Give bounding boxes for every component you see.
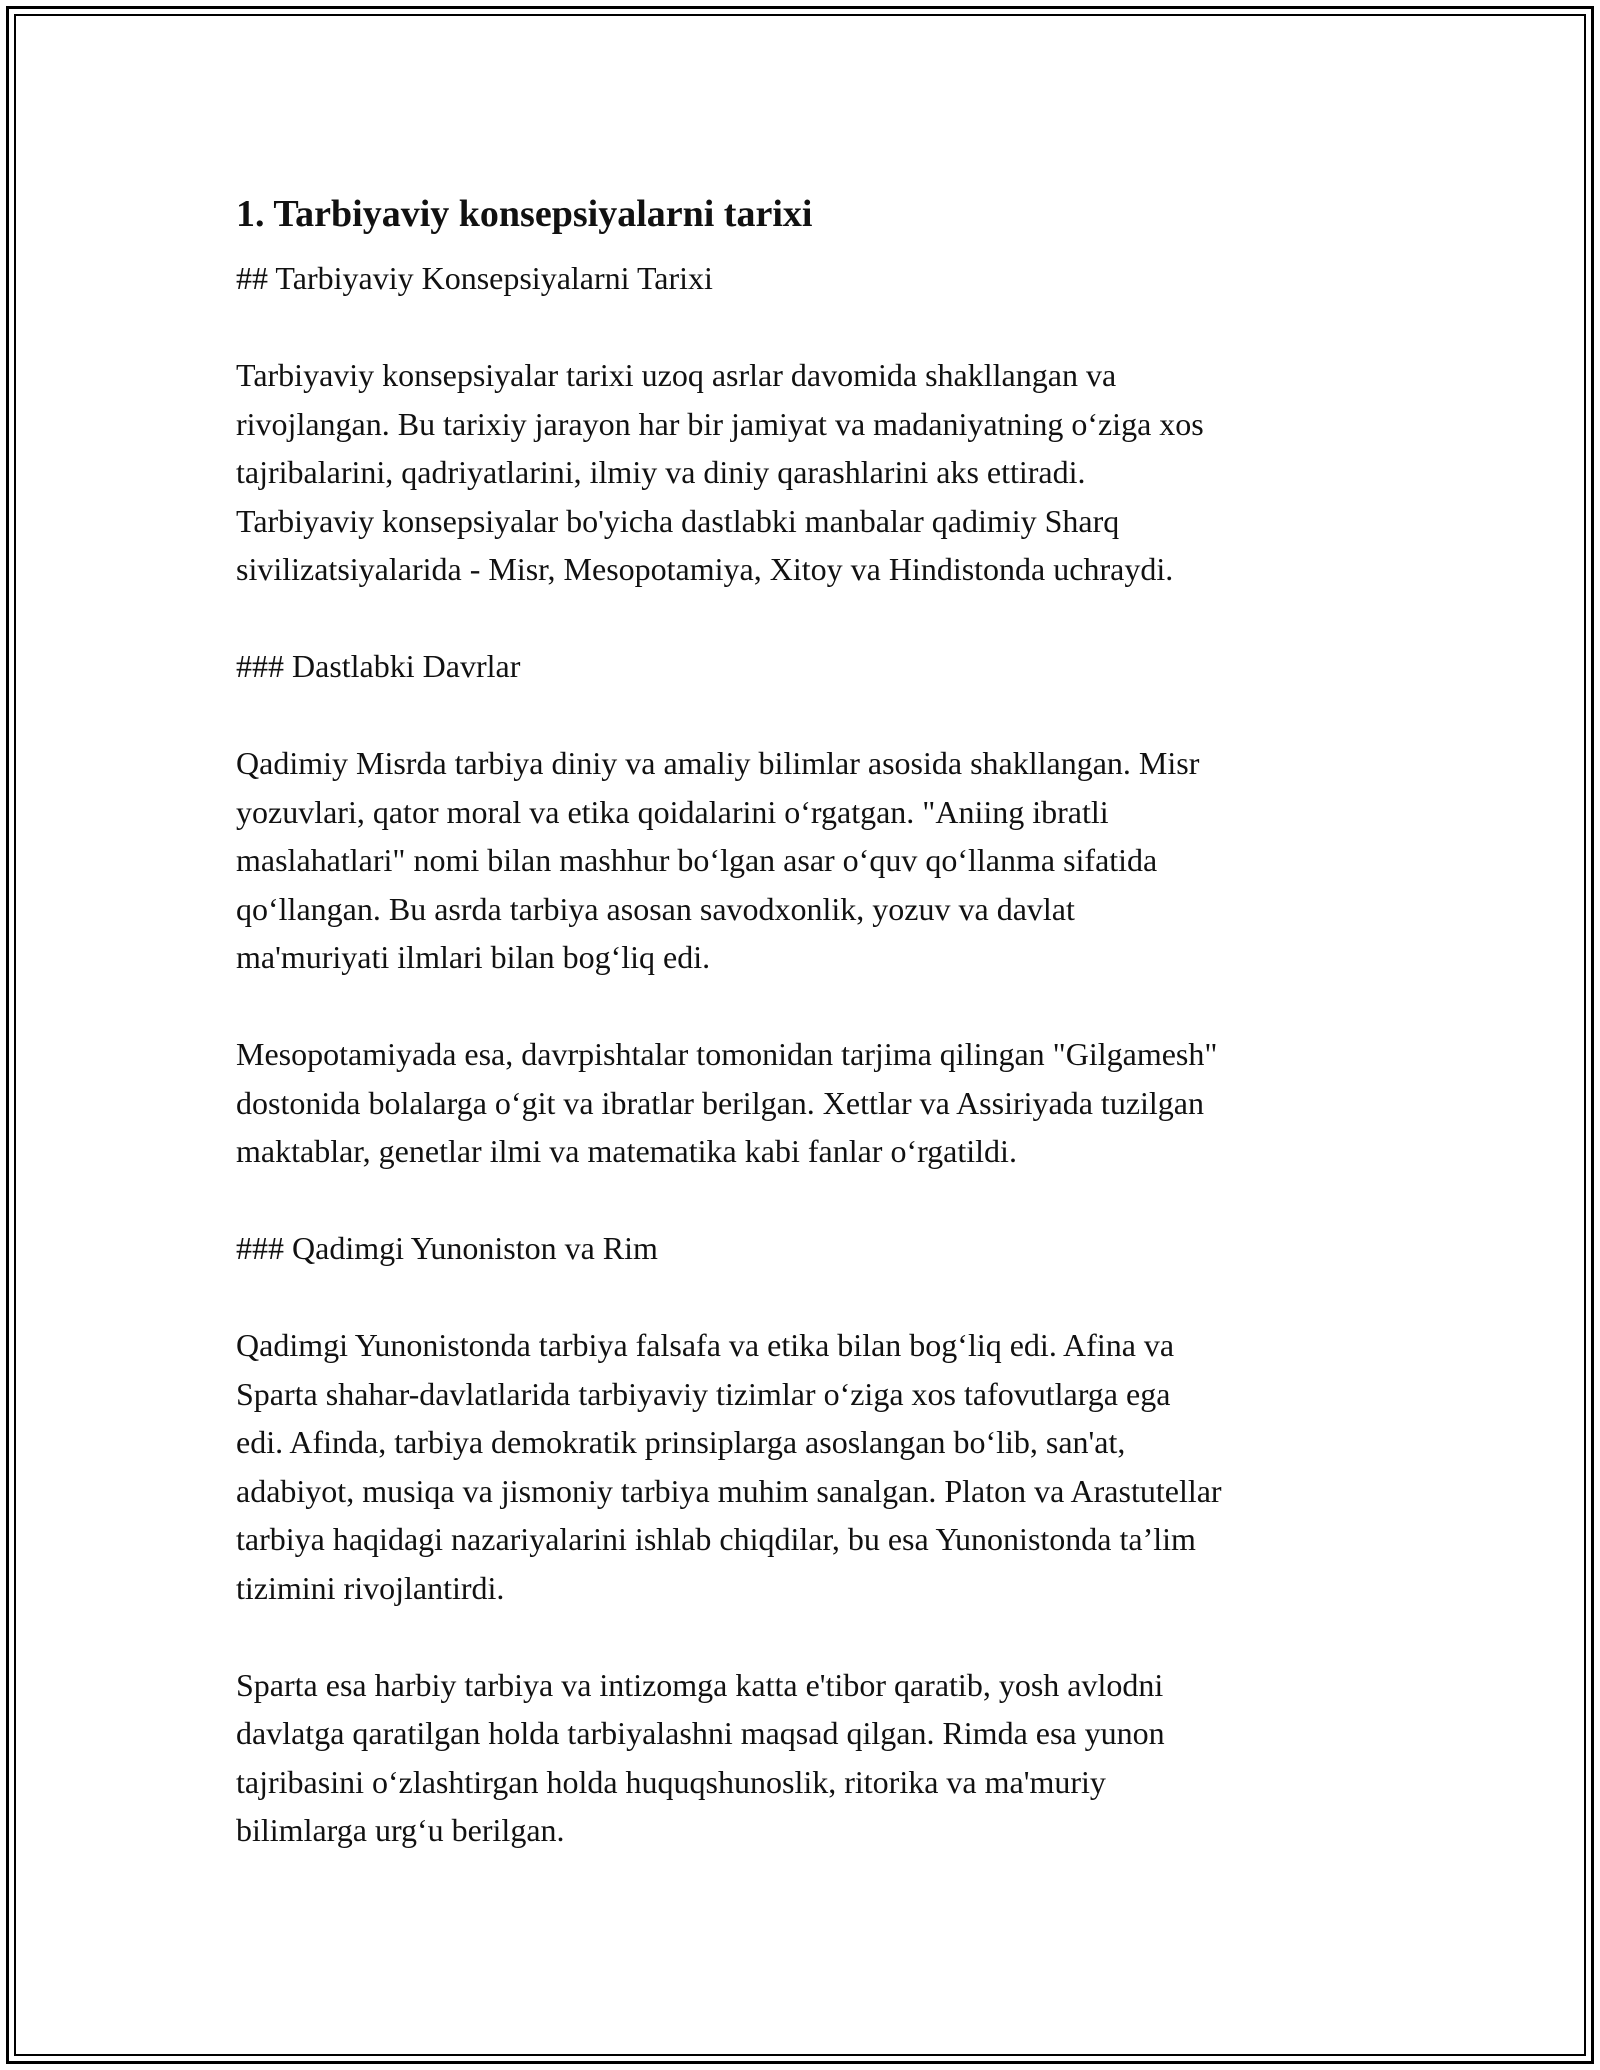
text-line: adabiyot, musiqa va jismoniy tarbiya muhim sanalgan. Platon va Arastutellar — [236, 1472, 1222, 1509]
paragraph-intro — [236, 351, 1376, 594]
text-line: Sparta shahar-davlatlarida tarbiyaviy tizimlar o‘ziga xos tafovutlarga ega — [236, 1375, 1171, 1412]
document-body — [236, 188, 1376, 1855]
paragraph-greece — [236, 1321, 1376, 1612]
text-line: ma'muriyati ilmlari bilan bog‘liq edi. — [236, 939, 711, 975]
text-line: edi. Afinda, tarbiya demokratik prinsiplarga asoslangan bo‘lib, san'at, — [236, 1424, 1126, 1460]
text-line: maktablar, genetlar ilmi va matematika kabi fanlar o‘rgatildi. — [236, 1133, 1017, 1169]
text-line: bilimlarga urg‘u berilgan. — [236, 1812, 565, 1848]
text-line: Tarbiyaviy konsepsiyalar bo'yicha dastlabki manbalar qadimiy Sharq — [236, 502, 1120, 539]
spacer — [236, 594, 1376, 643]
text-line: rivojlangan. Bu tarixiy jarayon har bir jamiyat va madaniyatning o‘ziga xos — [236, 405, 1204, 442]
section-heading-early: ### Dastlabki Davrlar — [236, 648, 521, 684]
spacer — [236, 1612, 1376, 1661]
spacer — [236, 1273, 1376, 1322]
text-line: tajribalarini, qadriyatlarini, ilmiy va diniy qarashlarini aks ettiradi. — [236, 454, 1086, 490]
paragraph-sparta — [236, 1661, 1376, 1855]
document-title: 1. Tarbiyaviy konsepsiyalarni tarixi — [236, 193, 813, 235]
text-line: tarbiya haqidagi nazariyalarini ishlab chiqdilar, bu esa Yunonistonda ta’lim — [236, 1521, 1196, 1557]
text-line: Qadimiy Misrda tarbiya diniy va amaliy bilimlar asosida shakllangan. Misr — [236, 745, 1200, 781]
section-heading-main: ## Tarbiyaviy Konsepsiyalarni Tarixi — [236, 260, 713, 296]
text-line: sivilizatsiyalarida - Misr, Mesopotamiya, Xitoy va Hindistonda uchraydi. — [236, 551, 1174, 587]
text-line: Tarbiyaviy konsepsiyalar tarixi uzoq asrlar davomida shakllangan va — [236, 357, 1117, 393]
spacer — [236, 982, 1376, 1031]
text-line: dostonida bolalarga o‘git va ibratlar berilgan. Xettlar va Assiriyada tuzilgan — [236, 1084, 1204, 1121]
paragraph-mesopotamia — [236, 1030, 1376, 1176]
text-line: Mesopotamiyada esa, davrpishtalar tomonidan tarjima qilingan "Gilgamesh" — [236, 1036, 1218, 1072]
text-line: davlatga qaratilgan holda tarbiyalashni maqsad qilgan. Rimda esa yunon — [236, 1715, 1165, 1751]
text-line: yozuvlari, qator moral va etika qoidalarini o‘rgatgan. "Aniing ibratli — [236, 793, 1109, 830]
spacer — [236, 1176, 1376, 1225]
text-line: Sparta esa harbiy tarbiya va intizomga katta e'tibor qaratib, yosh avlodni — [236, 1666, 1164, 1703]
paragraph-egypt — [236, 739, 1376, 982]
text-line: tajribasini o‘zlashtirgan holda huquqshunoslik, ritorika va ma'muriy — [236, 1763, 1106, 1800]
text-line: Qadimgi Yunonistonda tarbiya falsafa va etika bilan bog‘liq edi. Afina va — [236, 1327, 1175, 1363]
text-line: tizimini rivojlantirdi. — [236, 1569, 505, 1606]
spacer — [236, 303, 1376, 352]
text-line: qo‘llangan. Bu asrda tarbiya asosan savodxonlik, yozuv va davlat — [236, 890, 1075, 927]
section-heading-greece: ### Qadimgi Yunoniston va Rim — [236, 1230, 658, 1266]
spacer — [236, 691, 1376, 740]
text-line: maslahatlari" nomi bilan mashhur bo‘lgan asar o‘quv qo‘llanma sifatida — [236, 842, 1158, 878]
